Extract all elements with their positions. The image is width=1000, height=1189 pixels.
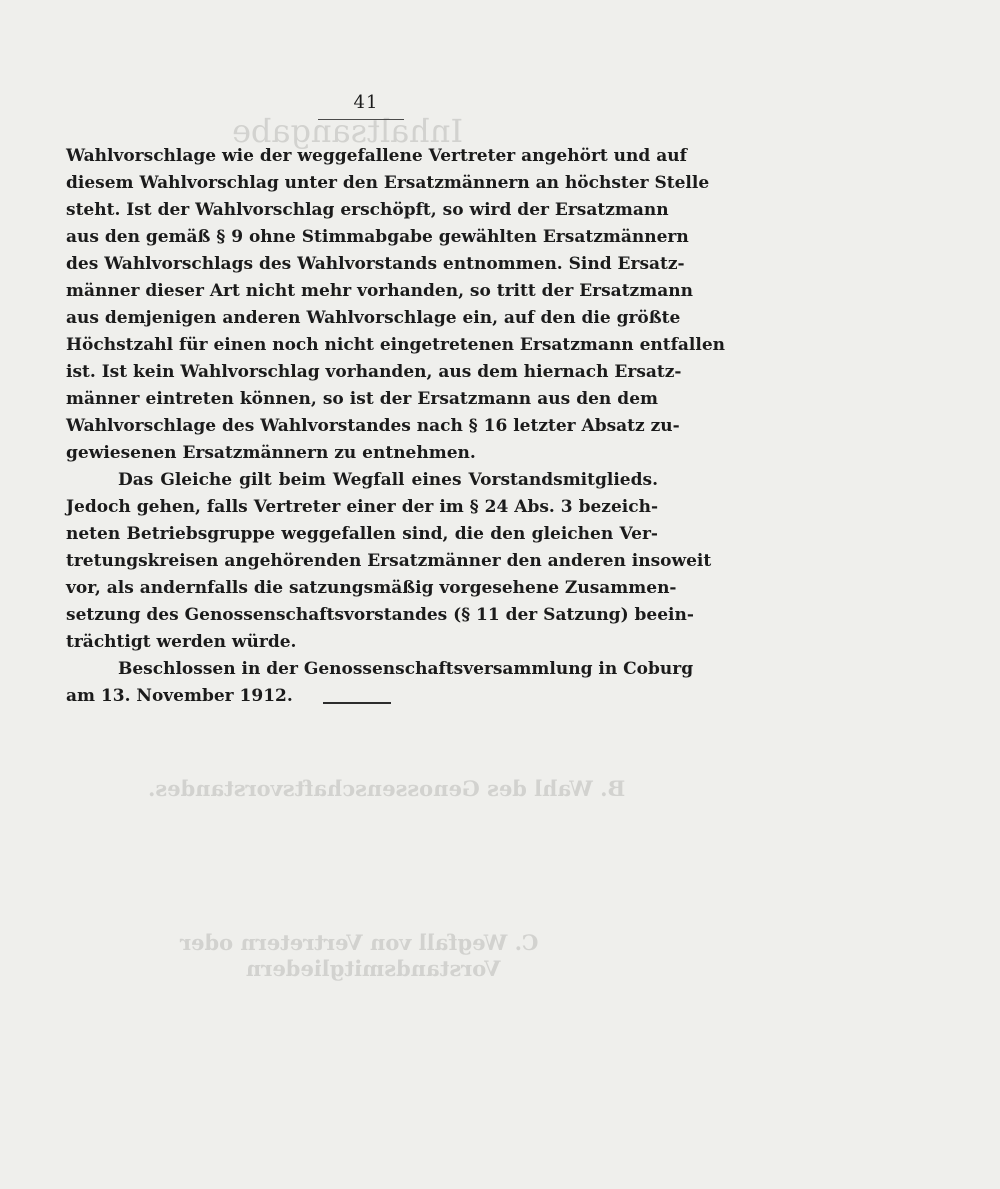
text-line: gewiesenen Ersatzmännern zu entnehmen. xyxy=(66,443,476,463)
text-line: Höchstzahl für einen noch nicht eingetretenen Ersatzmann entfallen xyxy=(66,335,726,355)
bleed-through-section-c-2: Vorstandsmitgliedern xyxy=(246,956,501,981)
text-line: vor, als andernfalls die satzungsmäßig vorgesehene Zusammen- xyxy=(66,578,677,598)
text-line: ist. Ist kein Wahlvorschlag vorhanden, aus dem hiernach Ersatz- xyxy=(66,362,682,382)
text-line: am 13. November 1912. xyxy=(66,686,293,706)
text-line: männer dieser Art nicht mehr vorhanden, so tritt der Ersatzmann xyxy=(66,281,693,301)
text-line: Jedoch gehen, falls Vertreter einer der im § 24 Abs. 3 bezeich- xyxy=(66,497,658,517)
text-line: diesem Wahlvorschlag unter den Ersatzmännern an höchster Stelle xyxy=(66,173,710,193)
text-line: Wahlvorschlage des Wahlvorstandes nach § 16 letzter Absatz zu- xyxy=(66,416,680,436)
text-line: Wahlvorschlage wie der weggefallene Vertreter angehört und auf xyxy=(66,146,687,166)
bleed-through-section-b: B. Wahl des Genossenschaftsvorstandes. xyxy=(148,776,626,801)
text-line: Das Gleiche gilt beim Wegfall eines Vorstandsmitglieds. xyxy=(118,470,658,490)
text-line: trächtigt werden würde. xyxy=(66,632,297,652)
page-number-rule xyxy=(318,119,404,120)
text-line: des Wahlvorschlags des Wahlvorstands entnommen. Sind Ersatz- xyxy=(66,254,685,274)
body-text xyxy=(66,143,726,710)
bleed-through-section-c: C. Wegfall von Vertretern oder xyxy=(180,930,539,955)
bleed-through-heading: Inhaltsangabe xyxy=(232,112,464,150)
text-line: setzung des Genossenschaftsvorstandes (§ 11 der Satzung) beein- xyxy=(66,605,694,625)
text-line: steht. Ist der Wahlvorschlag erschöpft, so wird der Ersatzmann xyxy=(66,200,669,220)
text-line: neten Betriebsgruppe weggefallen sind, die den gleichen Ver- xyxy=(66,524,658,544)
page-number: 41 xyxy=(353,92,379,113)
text-line: aus den gemäß § 9 ohne Stimmabgabe gewählten Ersatzmännern xyxy=(66,227,689,247)
text-line: männer eintreten können, so ist der Ersatzmann aus den dem xyxy=(66,389,658,409)
closing-rule xyxy=(323,702,391,704)
text-line: tretungskreisen angehörenden Ersatzmänner den anderen insoweit xyxy=(66,551,712,571)
text-line: aus demjenigen anderen Wahlvorschlage ein, auf den die größte xyxy=(66,308,681,328)
text-line: Beschlossen in der Genossenschaftsversammlung in Coburg xyxy=(118,659,694,679)
